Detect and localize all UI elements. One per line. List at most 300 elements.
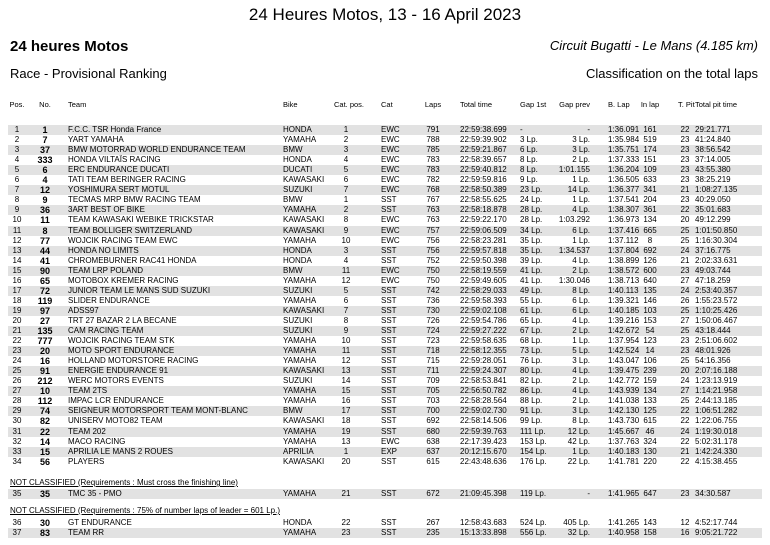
cell-cat-pos: 5 bbox=[343, 165, 349, 175]
cell-total-pit-time: 2:44:13.185 bbox=[695, 396, 738, 406]
cell-gap-first: 176 Lp. bbox=[520, 456, 547, 466]
table-row bbox=[8, 195, 762, 205]
table-row bbox=[8, 326, 762, 336]
cell-pos: 17 bbox=[12, 285, 22, 295]
cell-total-pit-time: 35:01.683 bbox=[695, 205, 731, 215]
cell-bike: SUZUKI bbox=[283, 285, 313, 295]
cell-cat: SST bbox=[381, 456, 397, 466]
cell-gap-prev: 8 Lp. bbox=[572, 416, 590, 426]
cell-cat-pos: 1 bbox=[343, 125, 349, 134]
cell-best-lap: 1:41.965 bbox=[608, 489, 640, 498]
cell-gap-first: 28 Lp. bbox=[520, 215, 543, 225]
cell-total-time: 22:59:38.699 bbox=[460, 125, 507, 134]
cell-total-pit-time: 40:29.050 bbox=[695, 195, 731, 205]
cell-total-time: 22:59:50.398 bbox=[460, 255, 507, 265]
cell-total-pit-time: 1:42:24.330 bbox=[695, 446, 738, 456]
cell-best-lap: 1:43.730 bbox=[608, 416, 640, 426]
cell-laps: 736 bbox=[426, 295, 440, 305]
cell-cat: SST bbox=[381, 336, 397, 346]
cell-pos: 32 bbox=[12, 436, 22, 446]
cell-cat: SST bbox=[381, 356, 397, 366]
cell-number: 112 bbox=[37, 396, 53, 407]
cell-total-time: 22:58:28.564 bbox=[460, 396, 507, 406]
cell-pit-stops: 23 bbox=[680, 145, 690, 155]
cell-in-lap: 135 bbox=[643, 285, 657, 295]
cell-best-lap: 1:40.113 bbox=[608, 285, 639, 295]
circuit-name: Circuit Bugatti - Le Mans (4.185 km) bbox=[549, 38, 758, 53]
cell-team: UNISERV MOTO82 TEAM bbox=[68, 416, 163, 426]
cell-gap-prev: 4 Lp. bbox=[572, 315, 590, 325]
cell-gap-first: 99 Lp. bbox=[520, 416, 543, 426]
cell-number: 72 bbox=[39, 285, 50, 296]
cell-cat: SST bbox=[381, 386, 397, 396]
cell-gap-prev: 12 Lp. bbox=[567, 426, 590, 436]
cell-pit-stops: 23 bbox=[680, 165, 690, 175]
cell-cat: SST bbox=[381, 406, 397, 416]
cell-total-time: 22:59:21.867 bbox=[460, 145, 507, 155]
cell-total-time: 22:59:06.509 bbox=[460, 225, 507, 235]
cell-pit-stops: 22 bbox=[680, 205, 690, 215]
cell-team: JUNIOR TEAM LE MANS SUD SUZUKI bbox=[68, 285, 211, 295]
cell-gap-first: - bbox=[520, 125, 523, 134]
cell-pit-stops: 22 bbox=[680, 416, 690, 426]
cell-laps: 705 bbox=[426, 386, 440, 396]
cell-gap-prev: 1:03.292 bbox=[558, 215, 590, 225]
cell-cat: EWC bbox=[381, 125, 400, 134]
cell-in-lap: 647 bbox=[643, 489, 657, 498]
table-row bbox=[8, 518, 762, 528]
cell-total-pit-time: 1:16:30.304 bbox=[695, 235, 738, 245]
cell-total-time: 22:59:49.605 bbox=[460, 275, 507, 285]
cell-best-lap: 1:37.333 bbox=[608, 155, 640, 165]
cell-number: 333 bbox=[37, 155, 53, 166]
cell-best-lap: 1:45.667 bbox=[608, 426, 640, 436]
cell-best-lap: 1:36.204 bbox=[608, 165, 640, 175]
table-row bbox=[8, 205, 762, 215]
cell-number: 91 bbox=[39, 366, 50, 377]
cell-cat: EWC bbox=[381, 145, 400, 155]
cell-gap-first: 41 Lp. bbox=[520, 275, 543, 285]
cell-gap-first: 9 Lp. bbox=[520, 175, 538, 185]
cell-laps: 763 bbox=[426, 205, 440, 215]
cell-gap-prev: 1 Lp. bbox=[572, 235, 590, 245]
cell-best-lap: 1:42.672 bbox=[608, 326, 640, 335]
table-row bbox=[8, 155, 762, 165]
cell-number: 6 bbox=[42, 165, 48, 176]
table-row bbox=[8, 286, 762, 296]
cell-cat-pos: 11 bbox=[341, 265, 351, 275]
cell-best-lap: 1:38.572 bbox=[608, 265, 640, 275]
cell-total-time: 22:59:28.051 bbox=[460, 356, 507, 366]
cell-best-lap: 1:40.958 bbox=[608, 528, 640, 537]
cell-best-lap: 1:43.047 bbox=[608, 356, 640, 366]
cell-cat: SST bbox=[381, 396, 397, 406]
cell-team: TEAM 202 bbox=[68, 426, 106, 436]
cell-best-lap: 1:39.216 bbox=[608, 315, 640, 325]
cell-in-lap: 14 bbox=[645, 346, 655, 356]
cell-pos: 16 bbox=[12, 275, 22, 285]
cell-laps: 703 bbox=[426, 396, 440, 406]
cell-bike: HONDA bbox=[283, 155, 312, 165]
cell-cat-pos: 3 bbox=[343, 145, 349, 155]
cell-bike: SUZUKI bbox=[283, 376, 313, 386]
table-row bbox=[8, 306, 762, 316]
cell-pit-stops: 22 bbox=[680, 436, 690, 446]
cell-pos: 8 bbox=[14, 195, 20, 205]
cell-in-lap: 153 bbox=[643, 315, 657, 325]
cell-gap-prev: 32 Lp. bbox=[567, 528, 590, 537]
cell-total-time: 22:58:12.355 bbox=[460, 346, 507, 356]
cell-pit-stops: 23 bbox=[680, 155, 690, 165]
cell-gap-first: 8 Lp. bbox=[520, 155, 538, 165]
cell-bike: SUZUKI bbox=[283, 185, 313, 195]
cell-laps: 791 bbox=[426, 125, 440, 134]
cell-cat: SST bbox=[381, 528, 397, 537]
cell-total-pit-time: 43:18.444 bbox=[695, 326, 731, 335]
cell-cat-pos: 5 bbox=[343, 285, 349, 295]
cell-gap-first: 80 Lp. bbox=[520, 366, 543, 376]
not-classified-heading-1: NOT CLASSIFIED (Requirements : Must cross the finishing line) bbox=[10, 478, 238, 487]
cell-total-pit-time: 4:52:17.744 bbox=[695, 518, 738, 527]
cell-total-pit-time: 41:24.840 bbox=[695, 135, 731, 145]
cell-team: TEAM KAWASAKI WEBIKE TRICKSTAR bbox=[68, 215, 214, 225]
cell-team: ENERGIE ENDURANCE 91 bbox=[68, 366, 169, 376]
cell-number: 22 bbox=[39, 426, 50, 437]
cell-number: 90 bbox=[39, 265, 50, 276]
cell-number: 56 bbox=[39, 456, 50, 467]
cell-number: 65 bbox=[39, 275, 50, 286]
cell-cat-pos: 19 bbox=[341, 426, 351, 436]
cell-laps: 680 bbox=[426, 426, 440, 436]
cell-pos: 27 bbox=[12, 386, 22, 396]
cell-in-lap: 341 bbox=[643, 185, 657, 195]
cell-team: PLAYERS bbox=[68, 456, 105, 466]
cell-gap-prev: 1 Lp. bbox=[572, 195, 590, 205]
cell-bike: YAMAHA bbox=[283, 275, 317, 285]
cell-in-lap: 174 bbox=[643, 145, 657, 155]
cell-in-lap: 615 bbox=[643, 416, 657, 426]
cell-in-lap: 143 bbox=[643, 518, 657, 527]
cell-laps: 718 bbox=[426, 346, 440, 356]
cell-total-time: 22:59:54.786 bbox=[460, 315, 507, 325]
cell-total-time: 22:59:39.763 bbox=[460, 426, 507, 436]
cell-pit-stops: 25 bbox=[680, 305, 690, 315]
cell-gap-first: 65 Lp. bbox=[520, 315, 543, 325]
cell-team: HONDA VILTAÏS RACING bbox=[68, 155, 161, 165]
table-row bbox=[8, 135, 762, 145]
cell-best-lap: 1:40.183 bbox=[608, 446, 640, 456]
cell-in-lap: 126 bbox=[643, 255, 657, 265]
cell-bike: YAMAHA bbox=[283, 295, 317, 305]
column-header-bike: Bike bbox=[283, 100, 298, 109]
cell-in-lap: 220 bbox=[643, 456, 657, 466]
cell-pos: 3 bbox=[14, 145, 20, 155]
cell-cat: SST bbox=[381, 295, 397, 305]
cell-pit-stops: 21 bbox=[680, 255, 690, 265]
cell-number: 11 bbox=[40, 215, 50, 226]
cell-gap-first: 73 Lp. bbox=[520, 346, 543, 356]
cell-team: HOLLAND MOTORSTORE RACING bbox=[68, 356, 199, 366]
cell-gap-prev: 4 Lp. bbox=[572, 386, 590, 396]
cell-bike: BMW bbox=[283, 265, 303, 275]
cell-laps: 615 bbox=[426, 456, 440, 466]
cell-total-pit-time: 5:02:31.178 bbox=[695, 436, 738, 446]
cell-best-lap: 1:37.416 bbox=[608, 225, 640, 235]
cell-in-lap: 204 bbox=[643, 195, 657, 205]
cell-gap-prev: 2 Lp. bbox=[572, 265, 590, 275]
cell-pit-stops: 24 bbox=[680, 285, 690, 295]
table-row bbox=[8, 396, 762, 406]
cell-pos: 22 bbox=[12, 336, 22, 346]
cell-gap-prev: 405 Lp. bbox=[563, 518, 590, 527]
cell-best-lap: 1:43.939 bbox=[608, 386, 640, 396]
cell-number: 7 bbox=[42, 135, 48, 146]
cell-cat: SST bbox=[381, 366, 397, 376]
cell-cat-pos: 8 bbox=[343, 215, 349, 225]
cell-bike: SUZUKI bbox=[283, 326, 313, 335]
cell-cat: EXP bbox=[381, 446, 398, 456]
cell-number: 97 bbox=[39, 305, 50, 316]
cell-pit-stops: 25 bbox=[680, 356, 690, 366]
cell-bike: YAMAHA bbox=[283, 489, 317, 498]
cell-gap-first: 556 Lp. bbox=[520, 528, 547, 537]
cell-total-pit-time: 1:50:06.467 bbox=[695, 315, 738, 325]
cell-pit-stops: 22 bbox=[680, 406, 690, 416]
cell-total-time: 22:59:39.902 bbox=[460, 135, 507, 145]
cell-team: WOJCIK RACING TEAM EWC bbox=[68, 235, 178, 245]
cell-laps: 672 bbox=[426, 489, 440, 498]
cell-total-time: 22:59:58.635 bbox=[460, 336, 507, 346]
cell-in-lap: 239 bbox=[643, 366, 657, 376]
cell-pos: 18 bbox=[12, 295, 22, 305]
cell-best-lap: 1:42.524 bbox=[608, 346, 640, 356]
cell-pit-stops: 27 bbox=[680, 275, 690, 285]
cell-gap-prev: 2 Lp. bbox=[572, 155, 590, 165]
cell-pos: 13 bbox=[12, 245, 22, 255]
cell-pit-stops: 24 bbox=[680, 426, 690, 436]
cell-team: GT ENDURANCE bbox=[68, 518, 132, 527]
cell-cat: SST bbox=[381, 518, 397, 527]
cell-team: HONDA NO LIMITS bbox=[68, 245, 139, 255]
cell-bike: KAWASAKI bbox=[283, 175, 325, 185]
cell-laps: 730 bbox=[426, 305, 440, 315]
cell-total-time: 22:59:27.222 bbox=[460, 326, 507, 335]
cell-total-time: 22:59:59.816 bbox=[460, 175, 507, 185]
cell-pit-stops: 23 bbox=[680, 175, 690, 185]
cell-gap-prev: 3 Lp. bbox=[572, 406, 590, 416]
column-header-best-lap: B. Lap bbox=[608, 100, 630, 109]
cell-number: 135 bbox=[37, 326, 53, 336]
cell-bike: HONDA bbox=[283, 518, 312, 527]
cell-cat-pos: 13 bbox=[341, 436, 351, 446]
cell-in-lap: 146 bbox=[643, 295, 657, 305]
cell-laps: 788 bbox=[426, 135, 440, 145]
column-header-pit-stops: T. Pit bbox=[678, 100, 695, 109]
cell-cat-pos: 16 bbox=[341, 396, 351, 406]
cell-gap-first: 6 Lp. bbox=[520, 145, 538, 155]
cell-gap-first: 91 Lp. bbox=[520, 406, 543, 416]
cell-pos: 26 bbox=[12, 376, 22, 386]
cell-in-lap: 324 bbox=[643, 436, 657, 446]
cell-best-lap: 1:36.973 bbox=[608, 215, 640, 225]
cell-total-time: 20:12:15.670 bbox=[460, 446, 507, 456]
table-row bbox=[8, 226, 762, 236]
cell-cat-pos: 15 bbox=[341, 386, 351, 396]
cell-total-time: 22:43:48.636 bbox=[460, 456, 507, 466]
table-row bbox=[8, 165, 762, 175]
cell-total-pit-time: 1:06:51.282 bbox=[695, 406, 738, 416]
cell-number: 82 bbox=[39, 416, 50, 427]
cell-in-lap: 8 bbox=[647, 235, 653, 245]
cell-cat-pos: 12 bbox=[341, 275, 351, 285]
cell-in-lap: 361 bbox=[643, 205, 657, 215]
cell-laps: 723 bbox=[426, 336, 440, 346]
cell-gap-first: 154 Lp. bbox=[520, 446, 547, 456]
cell-pos: 36 bbox=[12, 518, 22, 527]
cell-gap-prev: 1 Lp. bbox=[572, 175, 590, 185]
cell-team: YART YAMAHA bbox=[68, 135, 124, 145]
cell-gap-first: 82 Lp. bbox=[520, 376, 543, 386]
cell-number: 83 bbox=[39, 528, 50, 538]
cell-best-lap: 1:36.505 bbox=[608, 175, 640, 185]
cell-gap-prev: 2 Lp. bbox=[572, 326, 590, 335]
column-header-total-pit-time: Total pit time bbox=[695, 100, 738, 109]
cell-gap-prev: 4 Lp. bbox=[572, 205, 590, 215]
table-row bbox=[8, 215, 762, 225]
cell-cat-pos: 11 bbox=[341, 346, 351, 356]
cell-total-pit-time: 34:30.587 bbox=[695, 489, 731, 498]
cell-in-lap: 54 bbox=[645, 326, 655, 335]
cell-number: 119 bbox=[37, 295, 53, 306]
cell-pit-stops: 23 bbox=[680, 489, 690, 498]
cell-in-lap: 161 bbox=[643, 125, 657, 134]
cell-total-pit-time: 1:01:50.850 bbox=[695, 225, 738, 235]
cell-laps: 783 bbox=[426, 165, 440, 175]
cell-bike: KAWASAKI bbox=[283, 225, 325, 235]
cell-pit-stops: 21 bbox=[680, 185, 690, 195]
cell-pit-stops: 23 bbox=[680, 336, 690, 346]
cell-pit-stops: 23 bbox=[680, 265, 690, 275]
cell-cat: EWC bbox=[381, 175, 400, 185]
cell-cat-pos: 8 bbox=[343, 315, 349, 325]
cell-laps: 750 bbox=[426, 275, 440, 285]
cell-laps: 750 bbox=[426, 265, 440, 275]
cell-in-lap: 125 bbox=[643, 406, 657, 416]
cell-laps: 785 bbox=[426, 145, 440, 155]
cell-bike: YAMAHA bbox=[283, 426, 317, 436]
cell-total-pit-time: 2:02:33.631 bbox=[695, 255, 738, 265]
cell-cat: SST bbox=[381, 255, 397, 265]
cell-team: 3ART BEST OF BIKE bbox=[68, 205, 145, 215]
cell-cat: EWC bbox=[381, 225, 400, 235]
cell-pit-stops: 23 bbox=[680, 135, 690, 145]
cell-pos: 33 bbox=[12, 446, 22, 456]
cell-cat-pos: 10 bbox=[341, 235, 351, 245]
cell-total-time: 22:59:24.307 bbox=[460, 366, 507, 376]
cell-team: SEIGNEUR MOTORSPORT TEAM MONT-BLANC bbox=[68, 406, 248, 416]
cell-cat: SST bbox=[381, 315, 397, 325]
cell-bike: YAMAHA bbox=[283, 346, 317, 356]
cell-gap-first: 3 Lp. bbox=[520, 135, 538, 145]
cell-best-lap: 1:37.112 bbox=[608, 235, 639, 245]
cell-total-pit-time: 29:21.771 bbox=[695, 125, 731, 134]
cell-best-lap: 1:41.265 bbox=[608, 518, 640, 527]
cell-pit-stops: 22 bbox=[680, 125, 690, 134]
cell-cat: SST bbox=[381, 346, 397, 356]
cell-gap-prev: 1:34.537 bbox=[558, 245, 590, 255]
table-row bbox=[8, 296, 762, 306]
cell-cat: EWC bbox=[381, 165, 400, 175]
cell-best-lap: 1:42.130 bbox=[608, 406, 640, 416]
cell-cat-pos: 21 bbox=[341, 489, 351, 498]
column-header-cat-pos: Cat. pos. bbox=[334, 100, 365, 109]
cell-total-pit-time: 38:25.219 bbox=[695, 175, 731, 185]
cell-bike: BMW bbox=[283, 145, 303, 155]
cell-gap-prev: 5 Lp. bbox=[572, 346, 590, 356]
cell-gap-prev: 2 Lp. bbox=[572, 376, 590, 386]
table-row bbox=[8, 316, 762, 326]
cell-laps: 763 bbox=[426, 215, 440, 225]
cell-total-pit-time: 48:01.926 bbox=[695, 346, 731, 356]
table-row bbox=[8, 145, 762, 155]
cell-best-lap: 1:36.091 bbox=[608, 125, 640, 134]
cell-pos: 31 bbox=[12, 426, 22, 436]
cell-cat: EWC bbox=[381, 135, 400, 145]
cell-in-lap: 103 bbox=[643, 305, 657, 315]
cell-pit-stops: 22 bbox=[680, 456, 690, 466]
cell-gap-prev: 6 Lp. bbox=[572, 295, 590, 305]
cell-team: MACO RACING bbox=[68, 436, 126, 446]
table-row bbox=[8, 376, 762, 386]
cell-gap-first: 55 Lp. bbox=[520, 295, 543, 305]
cell-pos: 30 bbox=[12, 416, 22, 426]
cell-team: CAM RACING TEAM bbox=[68, 326, 144, 335]
cell-laps: 711 bbox=[426, 366, 440, 376]
cell-cat-pos: 2 bbox=[343, 205, 349, 215]
cell-bike: BMW bbox=[283, 406, 303, 416]
table-row bbox=[8, 457, 762, 467]
cell-gap-prev: 3 Lp. bbox=[572, 145, 590, 155]
cell-total-pit-time: 49:12.299 bbox=[695, 215, 731, 225]
cell-cat-pos: 13 bbox=[341, 366, 351, 376]
cell-gap-first: 111 Lp. bbox=[520, 426, 546, 436]
cell-total-pit-time: 2:07:16.188 bbox=[695, 366, 738, 376]
cell-in-lap: 106 bbox=[643, 356, 657, 366]
cell-total-time: 22:59:40.812 bbox=[460, 165, 507, 175]
cell-total-pit-time: 43:55.380 bbox=[695, 165, 731, 175]
cell-number: 15 bbox=[39, 446, 50, 457]
cell-pos: 5 bbox=[14, 165, 20, 175]
cell-total-time: 21:09:45.398 bbox=[460, 489, 507, 498]
table-row bbox=[8, 125, 762, 135]
column-header-pos: Pos. bbox=[9, 100, 25, 109]
cell-in-lap: 519 bbox=[643, 135, 657, 145]
cell-team: YOSHIMURA SERT MOTUL bbox=[68, 185, 170, 195]
cell-cat: EWC bbox=[381, 235, 400, 245]
cell-in-lap: 600 bbox=[643, 265, 657, 275]
table-row bbox=[8, 185, 762, 195]
cell-cat: SST bbox=[381, 205, 397, 215]
cell-in-lap: 46 bbox=[645, 426, 655, 436]
cell-cat-pos: 3 bbox=[343, 245, 349, 255]
cell-cat: EWC bbox=[381, 436, 400, 446]
cell-number: 36 bbox=[39, 205, 50, 216]
table-row bbox=[8, 346, 762, 356]
cell-laps: 752 bbox=[426, 255, 440, 265]
cell-total-pit-time: 38:56.542 bbox=[695, 145, 731, 155]
cell-in-lap: 130 bbox=[643, 446, 657, 456]
cell-bike: APRILIA bbox=[283, 446, 314, 456]
